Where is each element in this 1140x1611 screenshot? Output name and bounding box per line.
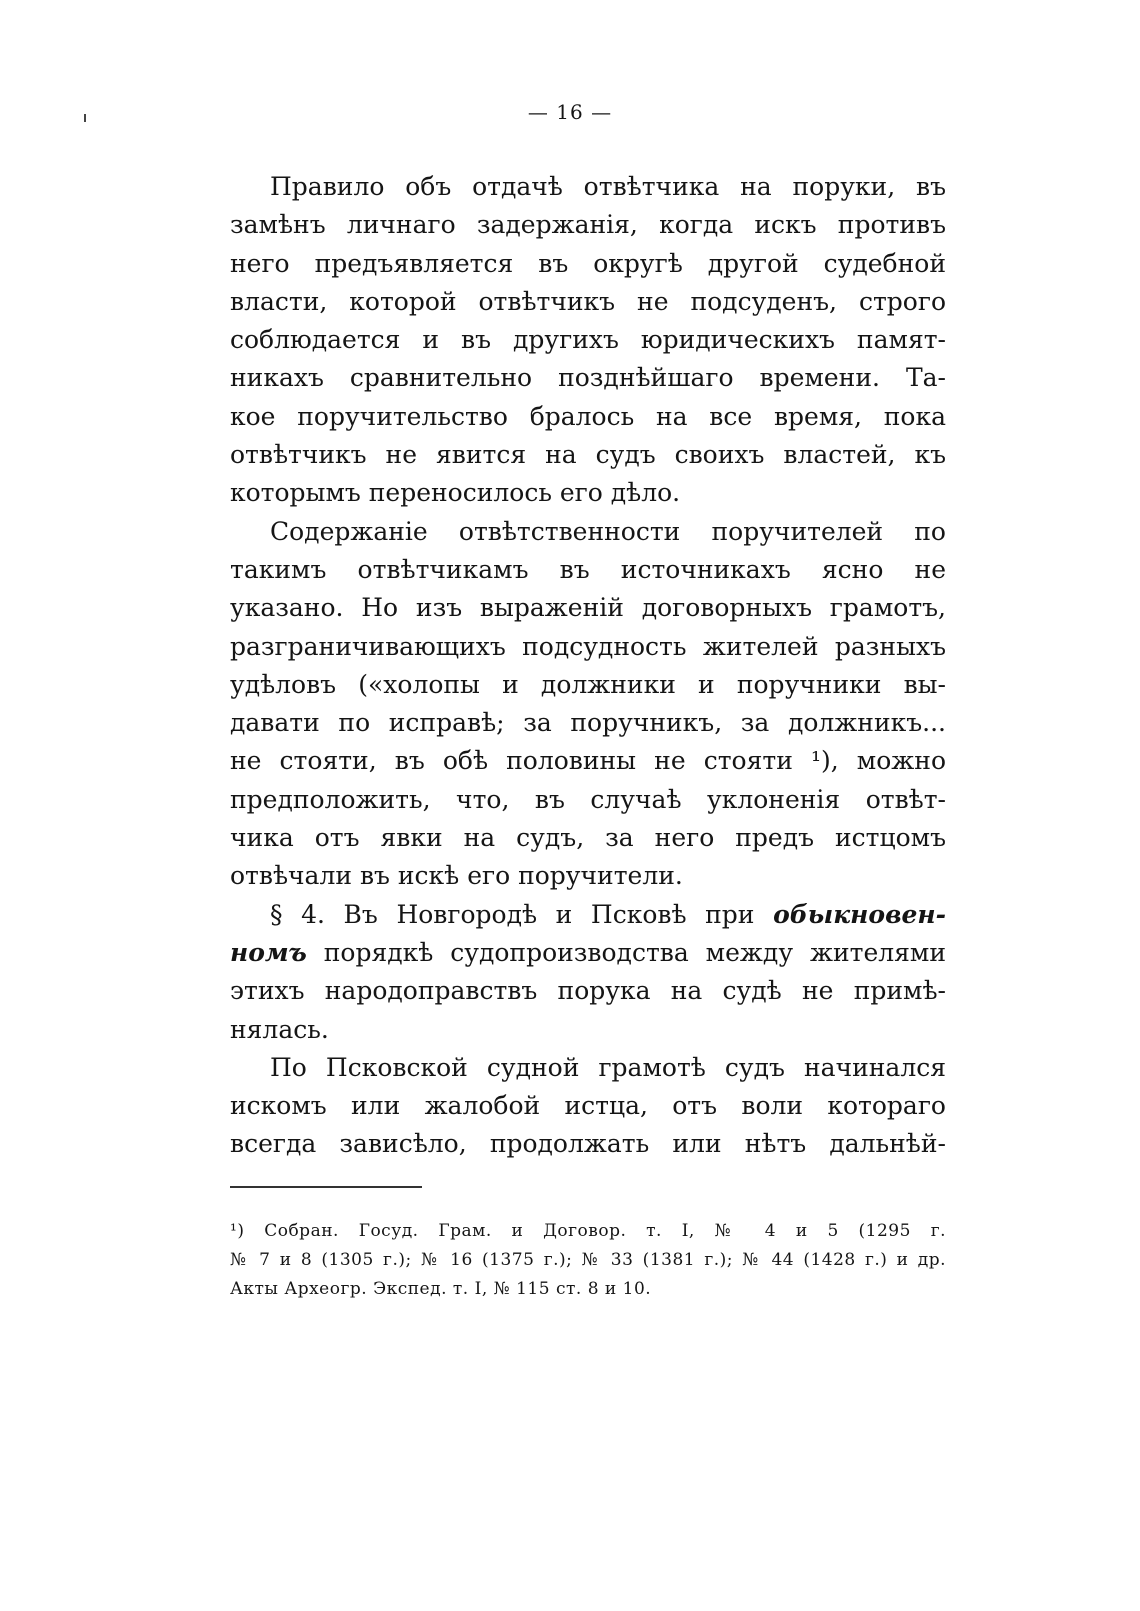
paragraph-1 (230, 168, 946, 513)
footnotes (230, 1217, 946, 1304)
paragraph-2 (230, 513, 946, 896)
text-line: которымъ переносилось его дѣло. (230, 478, 681, 508)
text-line: разграничивающихъ подсудность жителей разныхъ (230, 631, 946, 661)
text-line: кое поручительство бралось на все время, пока (230, 401, 946, 431)
footnote-line: № 7 и 8 (1305 г.); № 16 (1375 г.); № 33 (1381 г.); № 44 (1428 г.) и др. (230, 1250, 946, 1270)
text-line: Содержаніе отвѣтственности поручителей по (270, 516, 946, 546)
text-line (230, 934, 946, 972)
text-line: всегда зависѣло, продолжать или нѣтъ дальнѣй- (230, 1129, 946, 1159)
text-line: него предъявляется въ округѣ другой судебной (230, 248, 946, 278)
text-line: этихъ народоправствъ порука на судѣ не примѣ- (230, 976, 946, 1006)
text-line: не стояти, въ обѣ половины не стояти ¹), можно (230, 746, 946, 776)
emphasis-text: обыкновен- (773, 899, 946, 929)
footnote-divider (230, 1186, 422, 1188)
text-line: отвѣтчикъ не явится на судъ своихъ властей, къ (230, 440, 946, 470)
text-line: Правило объ отдачѣ отвѣтчика на поруки, въ (270, 172, 946, 201)
text-line: удѣловъ («холопы и должники и поручники вы- (230, 669, 946, 699)
text-line: давати по исправѣ; за поручникъ, за должникъ... (230, 708, 946, 738)
section-heading-text: § 4. Въ Новгородѣ и Псковѣ при (270, 899, 774, 929)
text-line: замѣнъ личнаго задержанія, когда искъ противъ (230, 210, 946, 240)
paragraph-section-4 (230, 896, 946, 1049)
emphasis-text: номъ (230, 937, 307, 967)
text-line: такимъ отвѣтчикамъ въ источникахъ ясно не (230, 554, 946, 584)
text-line: искомъ или жалобой истца, отъ воли котораго (230, 1091, 946, 1121)
text-line: соблюдается и въ другихъ юридическихъ памят- (230, 325, 946, 355)
text-line: отвѣчали въ искѣ его поручители. (230, 861, 683, 891)
footnote-line: ¹) Собран. Госуд. Грам. и Договор. т. I, № 4 и 5 (1295 г. (230, 1221, 946, 1241)
plain-text: порядкѣ судопроизводства между жителями (306, 937, 946, 967)
text-line: никахъ сравнительно позднѣйшаго времени. Та- (230, 363, 946, 393)
text-line: чика отъ явки на судъ, за него предъ истцомъ (230, 823, 946, 853)
page-number: — 16 — (527, 100, 613, 124)
text-line: По Псковской судной грамотѣ судъ начинался (270, 1052, 946, 1082)
paragraph-4 (230, 1049, 946, 1164)
text-line (230, 896, 946, 934)
text-line: власти, которой отвѣтчикъ не подсуденъ, строго (230, 286, 946, 316)
text-line: указано. Но изъ выраженій договорныхъ грамотъ, (230, 593, 946, 623)
text-line: нялась. (230, 1014, 329, 1044)
footnote-line: Акты Археогр. Экспед. т. I, № 115 ст. 8 и 10. (230, 1279, 652, 1299)
body-text (230, 168, 946, 1164)
text-line: предположить, что, въ случаѣ уклоненія отвѣт- (230, 784, 946, 814)
